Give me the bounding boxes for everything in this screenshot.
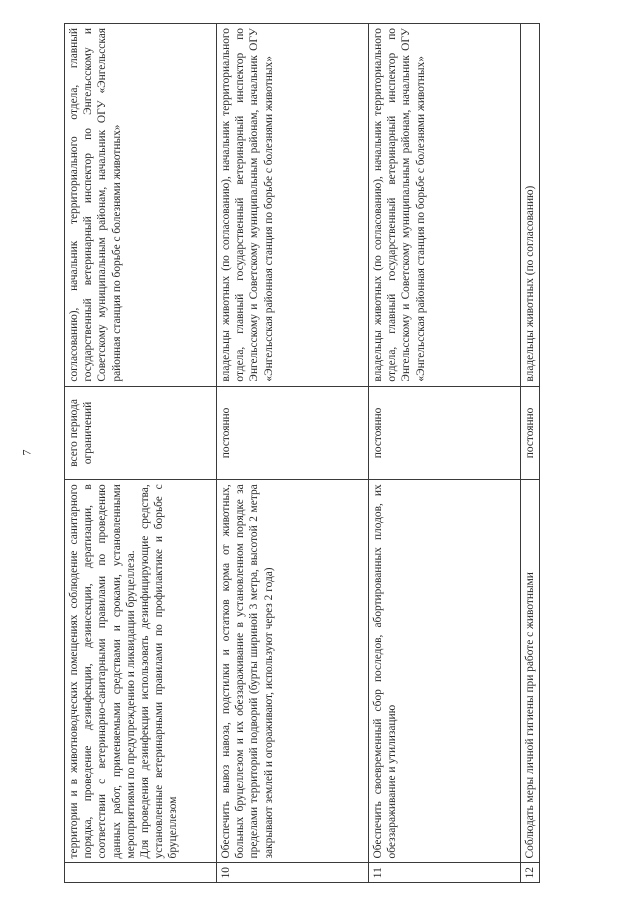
term-cell: постоянно — [369, 386, 521, 480]
table-row — [65, 23, 217, 882]
table-row — [217, 23, 369, 882]
term-cell: постоянно — [217, 386, 369, 480]
row-number-cell: 11 — [369, 862, 521, 882]
term-cell: постоянно — [521, 386, 540, 480]
responsible-cell: владельцы животных (по согласованию), начальник территориального отдела, главный государственный ветеринарный инспектор по Энгельсскому и Советскому муниципальным районам, начальник ОГУ «Энгельсская районная станция по борьбе с болезнями животных» — [217, 23, 369, 386]
page-number: 7 — [19, 449, 34, 456]
task-cell: Обеспечить вывоз навоза, подстилки и остатков корма от животных, больных бруцеллезом и их обеззараживание в установленном порядке за пределами территорий подворий (бурты шириной 3 метра, высотой 2 метра закрывают землей и огораживают, используют через 2 года) — [217, 479, 369, 862]
responsible-cell: владельцы животных (по согласованию) — [521, 23, 540, 386]
row-number-cell — [65, 862, 217, 882]
row-number-cell: 12 — [521, 862, 540, 882]
term-cell: всего периода ограничений — [65, 386, 217, 480]
measures-table — [64, 23, 540, 883]
task-cell: Обеспечить своевременный сбор последов, абортированных плодов, их обеззараживание и утилизацию — [369, 479, 521, 862]
task-cell: территории и в животноводческих помещениях соблюдение санитарного порядка, проведение дезинфекции, дезинсекции, дератизации, в соответствии с ветеринарно-санитарными правилами по проведению данных работ, применяемыми средствами и сроками, установленными мероприятиями по предупреждению и ликвидации бруцеллеза. Для проведения дезинфекции использовать дезинфицирующие средства, установленные ветеринарными правилами по профилактике и борьбе с бруцеллезом — [65, 479, 217, 862]
task-cell: Соблюдать меры личной гигиены при работе с животными — [521, 479, 540, 862]
table-row — [369, 23, 521, 882]
rotated-table-container — [64, 23, 576, 883]
responsible-cell: согласованию), начальник территориального отдела, главный государственный ветеринарный инспектор по Энгельсскому и Советскому муниципальным районам, начальник ОГУ «Энгельсская районная станция по борьбе с болезнями животных» — [65, 23, 217, 386]
table-row — [521, 23, 540, 882]
responsible-cell: владельцы животных (по согласованию), начальник территориального отдела, главный государственный ветеринарный инспектор по Энгельсскому и Советскому муниципальным районам, начальник ОГУ «Энгельсская районная станция по борьбе с болезнями животных» — [369, 23, 521, 386]
row-number-cell: 10 — [217, 862, 369, 882]
